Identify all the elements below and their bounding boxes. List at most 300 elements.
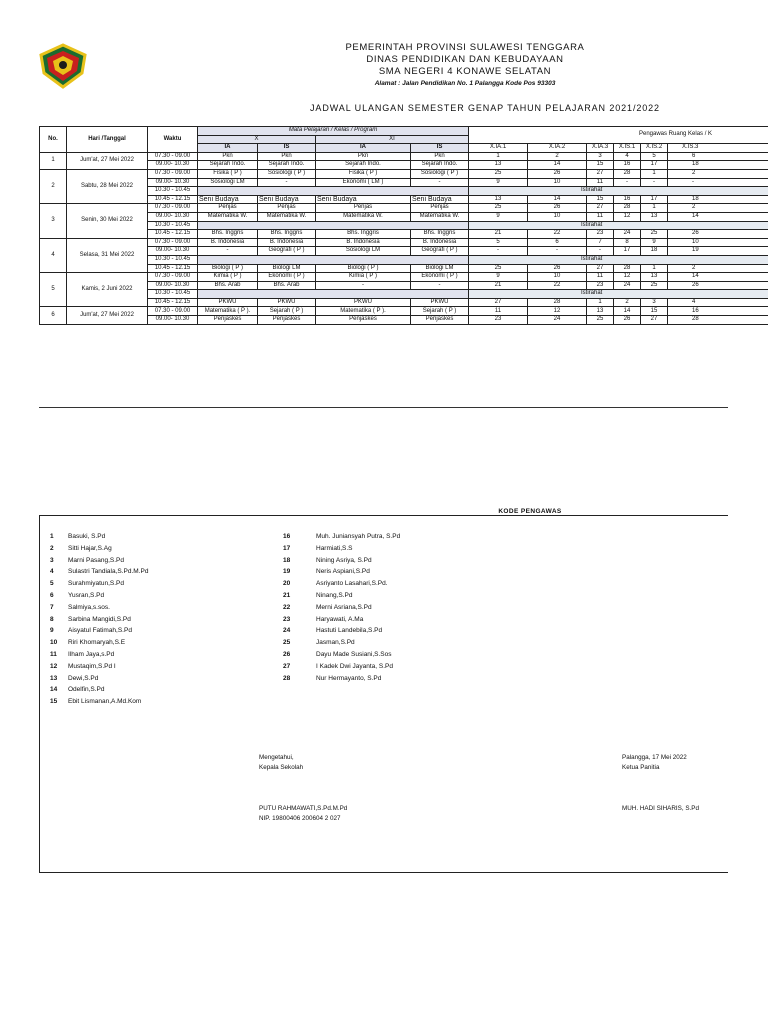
time-slot: 09.00- 10.30 xyxy=(148,212,198,221)
table-row xyxy=(40,247,768,256)
proctor-code-cell: 28 xyxy=(614,169,641,178)
table-row xyxy=(40,152,768,161)
proctor-code-cell: 27 xyxy=(587,204,614,213)
proctor-code-cell: 11 xyxy=(469,307,528,316)
table-row xyxy=(40,316,768,325)
proctor-code-cell: 24 xyxy=(614,281,641,290)
proctor-code-cell: 13 xyxy=(641,212,668,221)
proctor-code-cell: - xyxy=(641,178,668,187)
proctor-code-cell: - xyxy=(587,247,614,256)
proctor-code-cell: 11 xyxy=(587,212,614,221)
proctor-name: Surahmiyatun,S.Pd xyxy=(68,580,125,588)
day-number: 2 xyxy=(40,169,67,203)
proctor-number: 10 xyxy=(50,639,58,647)
header-government: PEMERINTAH PROVINSI SULAWESI TENGGARA xyxy=(345,42,585,53)
subject-cell: Penjas xyxy=(258,204,316,213)
proctor-code-cell: - xyxy=(614,178,641,187)
grade-xi-header: XI xyxy=(316,135,469,144)
proctor-code-cell: 9 xyxy=(641,238,668,247)
subject-cell: Bhs. Inggris xyxy=(316,230,411,239)
time-slot: 09.00- 10.30 xyxy=(148,178,198,187)
time-slot: 10.30 - 10.45 xyxy=(148,255,198,264)
subject-cell: Sosiologi ( P ) xyxy=(411,169,469,178)
sub-x-ia: IA xyxy=(198,144,258,153)
proctor-name: Ilham Jaya,s.Pd xyxy=(68,651,115,658)
proctor-name: I Kadek Dwi Jayanta, S.Pd xyxy=(316,662,393,670)
proctor-name: Sitti Hajar,S.Ag xyxy=(68,544,112,552)
exam-schedule-table xyxy=(39,126,768,325)
signature-right-role: Ketua Panitia xyxy=(622,764,660,771)
proctor-code-cell: 4 xyxy=(614,152,641,161)
subject-cell: PKWU xyxy=(198,298,258,307)
break-label: Istirahat xyxy=(469,221,768,230)
time-slot: 10.45 - 12.15 xyxy=(148,298,198,307)
subject-cell: Biologi LM xyxy=(411,264,469,273)
proctor-code-cell: 5 xyxy=(641,152,668,161)
proctor-list-right xyxy=(283,533,533,693)
time-slot: 07.30 - 09.00 xyxy=(148,238,198,247)
subject-cell: Matematika W. xyxy=(198,212,258,221)
day-date: Senin, 30 Mei 2022 xyxy=(67,204,148,238)
proctor-code-cell: 10 xyxy=(528,273,587,282)
table-row xyxy=(40,161,768,170)
proctor-code-cell: 28 xyxy=(614,204,641,213)
day-number: 3 xyxy=(40,204,67,238)
table-row xyxy=(40,290,768,299)
time-slot: 07.30 - 09.00 xyxy=(148,204,198,213)
proctor-code-cell: 4 xyxy=(668,298,768,307)
time-slot: 07.30 - 09.00 xyxy=(148,307,198,316)
break-spacer xyxy=(198,221,469,230)
proctor-name: Neris Aspiani,S.Pd xyxy=(316,568,370,576)
proctor-code-cell: 21 xyxy=(469,281,528,290)
proctor-number: 6 xyxy=(50,592,54,599)
header-department: DINAS PENDIDIKAN DAN KEBUDAYAAN xyxy=(366,54,564,65)
proctor-code-cell: 9 xyxy=(469,212,528,221)
proctor-code-cell: 25 xyxy=(469,204,528,213)
subject-cell: PKWU xyxy=(411,298,469,307)
subject-cell: Fisika ( P ) xyxy=(316,169,411,178)
subject-cell: Kimia ( P ) xyxy=(198,273,258,282)
subject-cell: Geografi ( P ) xyxy=(258,247,316,256)
time-slot: 10.45 - 12.15 xyxy=(148,230,198,239)
proctor-number: 15 xyxy=(50,698,58,706)
subject-cell: - xyxy=(258,178,316,187)
subject-cell: Biologi ( P ) xyxy=(316,264,411,273)
proctor-code-cell: - xyxy=(469,247,528,256)
signature-left-role: Kepala Sekolah xyxy=(259,764,304,771)
kode-pengawas-title: KODE PENGAWAS xyxy=(498,508,562,515)
proctor-code-cell: 12 xyxy=(614,212,641,221)
proctor-name: Basuki, S.Pd xyxy=(68,533,106,540)
proctor-name: Ninang,S.Pd xyxy=(316,592,353,599)
proctor-code-cell: 17 xyxy=(641,161,668,170)
header-school-name: SMA NEGERI 4 KONAWE SELATAN xyxy=(378,66,552,77)
proctor-code-cell: 23 xyxy=(469,316,528,325)
proctor-code-cell: 23 xyxy=(587,281,614,290)
proctor-code-cell: 21 xyxy=(469,230,528,239)
proctor-code-cell: 15 xyxy=(587,161,614,170)
subject-cell: Matematika ( P ). xyxy=(198,307,258,316)
proctor-code-cell: 19 xyxy=(668,247,768,256)
proctor-code-cell: 2 xyxy=(614,298,641,307)
proctor-code-cell: 10 xyxy=(668,238,768,247)
subject-cell: Sejarah Indo. xyxy=(316,161,411,170)
proctor-code-cell: 15 xyxy=(587,195,614,204)
subject-cell: Geografi ( P ) xyxy=(411,247,469,256)
table-row xyxy=(40,230,768,239)
proctor-number: 3 xyxy=(50,556,54,564)
sub-x-is: IS xyxy=(258,144,316,153)
proctor-number: 27 xyxy=(283,662,291,670)
time-slot: 07.30 - 09.00 xyxy=(148,152,198,161)
proctor-code-cell: 13 xyxy=(469,195,528,204)
subject-cell: Sejarah ( P ) xyxy=(258,307,316,316)
col-hari-header: Hari /Tanggal xyxy=(67,127,148,153)
proctor-name: Sulastri Tandiala,S.Pd.M.Pd xyxy=(68,568,149,576)
proctor-number: 26 xyxy=(283,651,291,658)
proctor-code-cell: 26 xyxy=(528,169,587,178)
proctor-code-cell: 28 xyxy=(528,298,587,307)
subject-cell: Sosiologi LM xyxy=(198,178,258,187)
header-address: Alamat : Jalan Pendidikan No. 1 Palangga Kode Pos 93303 xyxy=(374,80,556,87)
proctor-code-cell: 7 xyxy=(587,238,614,247)
proctor-code-cell: 22 xyxy=(528,281,587,290)
proctor-name: Salmiya,s.sos. xyxy=(68,603,110,611)
break-spacer xyxy=(198,187,469,196)
proctor-name: Riri Khomaryah,S.E xyxy=(68,639,126,647)
proctor-number: 20 xyxy=(283,580,291,588)
proctor-code-cell: 26 xyxy=(528,264,587,273)
day-date: Jum'at, 27 Mei 2022 xyxy=(67,307,148,324)
signature-left-know: Mengetahui, xyxy=(259,754,294,761)
proctor-name: Jasman,S.Pd xyxy=(316,639,355,647)
proctor-number: 13 xyxy=(50,674,58,682)
proctor-code-cell: 1 xyxy=(587,298,614,307)
time-slot: 09.00- 10.30 xyxy=(148,281,198,290)
subject-cell: Matematika W. xyxy=(258,212,316,221)
divider-line xyxy=(39,407,728,408)
col-no-header: No. xyxy=(40,127,67,153)
proctor-code-cell: 26 xyxy=(668,281,768,290)
subject-cell: Sosiologi LM xyxy=(316,247,411,256)
time-slot: 10.30 - 10.45 xyxy=(148,187,198,196)
time-slot: 10.30 - 10.45 xyxy=(148,221,198,230)
table-row xyxy=(40,273,768,282)
table-row xyxy=(40,187,768,196)
subject-cell: PKWU xyxy=(316,298,411,307)
proctor-code-cell: 18 xyxy=(668,195,768,204)
table-row xyxy=(40,281,768,290)
proctor-name: Aisyatul Fatimah,S.Pd xyxy=(68,627,132,635)
proctor-code-cell: 26 xyxy=(614,316,641,325)
class-header: X.IS.2 xyxy=(641,144,668,153)
subject-cell: Penjaskes xyxy=(258,316,316,325)
proctor-number: 1 xyxy=(50,533,54,540)
proctor-number: 7 xyxy=(50,603,54,611)
subject-cell: Bhs. Arab xyxy=(198,281,258,290)
day-date: Selasa, 31 Mei 2022 xyxy=(67,238,148,272)
class-header: X.IS.3 xyxy=(668,144,768,153)
proctor-code-cell: 1 xyxy=(641,264,668,273)
document-title: JADWAL ULANGAN SEMESTER GENAP TAHUN PELAJARAN 2021/2022 xyxy=(310,103,660,113)
subject-cell: Penjaskes xyxy=(316,316,411,325)
proctor-code-cell: 5 xyxy=(469,238,528,247)
proctor-name: Sarbina Mangidi,S.Pd xyxy=(68,615,131,623)
proctor-name: Dewi,S.Pd xyxy=(68,674,99,682)
proctor-code-cell: 1 xyxy=(641,169,668,178)
proctor-code-cell: 27 xyxy=(587,264,614,273)
subject-cell: Fisika ( P ) xyxy=(198,169,258,178)
proctor-name: Mustaqim,S.Pd I xyxy=(68,662,116,670)
table-row xyxy=(40,221,768,230)
proctor-code-cell: 28 xyxy=(668,316,768,325)
subject-cell: Penjaskes xyxy=(411,316,469,325)
subject-cell: Matematika W. xyxy=(316,212,411,221)
proctor-name: Marni Pasang,S.Pd xyxy=(68,556,125,564)
proctor-code-cell: 6 xyxy=(528,238,587,247)
class-header: X.IS.1 xyxy=(614,144,641,153)
proctor-number: 11 xyxy=(50,651,57,658)
proctor-code-cell: 8 xyxy=(614,238,641,247)
proctor-code-cell: 26 xyxy=(528,204,587,213)
subject-cell: B. Indonesia xyxy=(258,238,316,247)
table-row xyxy=(40,212,768,221)
proctor-code-cell: 25 xyxy=(641,230,668,239)
subject-cell: Sejarah ( P ) xyxy=(411,307,469,316)
day-number: 5 xyxy=(40,273,67,307)
proctor-number: 19 xyxy=(283,568,291,576)
proctor-code-cell: 10 xyxy=(528,212,587,221)
proctor-code-cell: 14 xyxy=(528,195,587,204)
proctor-number: 17 xyxy=(283,544,291,552)
proctor-code-cell: 18 xyxy=(668,161,768,170)
proctor-code-cell: 17 xyxy=(641,195,668,204)
proctor-code-cell: - xyxy=(528,247,587,256)
proctor-code-cell: 26 xyxy=(668,230,768,239)
proctor-name: Yusran,S.Pd xyxy=(68,592,105,599)
proctor-code-cell: 11 xyxy=(587,273,614,282)
sub-xi-is: IS xyxy=(411,144,469,153)
proctor-name: Odelfin,S.Pd xyxy=(68,686,105,694)
subject-cell: Penjas xyxy=(316,204,411,213)
subject-cell: Sosiologi ( P ) xyxy=(258,169,316,178)
class-header: X.IA.1 xyxy=(469,144,528,153)
subject-cell: Penjas xyxy=(198,204,258,213)
table-header-row xyxy=(40,127,768,136)
proctor-number: 28 xyxy=(283,674,291,682)
subject-cell: Penjaskes xyxy=(198,316,258,325)
proctor-code-cell: 14 xyxy=(528,161,587,170)
subject-cell: Sejarah Indo. xyxy=(198,161,258,170)
proctor-name: Merni Asriana,S.Pd xyxy=(316,603,372,611)
proctor-code-cell: 14 xyxy=(668,273,768,282)
proctor-number: 8 xyxy=(50,615,54,623)
proctor-code-cell: 13 xyxy=(587,307,614,316)
proctor-name: Haryawati, A.Ma xyxy=(316,615,364,623)
table-row xyxy=(40,178,768,187)
signature-left-name-block xyxy=(259,804,347,824)
subject-cell: B. Indonesia xyxy=(316,238,411,247)
proctor-code-cell: 1 xyxy=(469,152,528,161)
time-slot: 10.30 - 10.45 xyxy=(148,290,198,299)
subject-cell: Bhs. Inggris xyxy=(198,230,258,239)
table-row xyxy=(40,238,768,247)
subject-cell: Penjas xyxy=(411,204,469,213)
break-spacer xyxy=(198,290,469,299)
time-slot: 07.30 - 09.00 xyxy=(148,169,198,178)
proctor-code-cell: 27 xyxy=(587,169,614,178)
subject-cell: Pkn xyxy=(198,152,258,161)
table-row xyxy=(40,169,768,178)
proctor-code-cell: 27 xyxy=(641,316,668,325)
proctor-code-cell: 25 xyxy=(469,169,528,178)
proctor-code-cell: 3 xyxy=(641,298,668,307)
table-row xyxy=(40,298,768,307)
shield-emblem-icon xyxy=(38,43,88,89)
pengawas-header: Pengawas Ruang Kelas / K xyxy=(469,127,768,144)
subject-cell: Seni Budaya xyxy=(316,195,411,204)
subject-cell: Pkn xyxy=(411,152,469,161)
signature-right-name-block xyxy=(622,804,699,814)
proctor-code-cell: 6 xyxy=(668,152,768,161)
proctor-name: Ebit Lismanan,A.Md.Kom xyxy=(68,698,142,706)
proctor-number: 24 xyxy=(283,627,291,635)
day-date: Sabtu, 28 Mei 2022 xyxy=(67,169,148,203)
principal-name: PUTU RAHMAWATI,S.Pd.M.Pd xyxy=(259,805,348,812)
kode-pengawas-box xyxy=(39,515,728,873)
proctor-code-cell: 23 xyxy=(587,230,614,239)
proctor-code-cell: 14 xyxy=(668,212,768,221)
proctor-code-cell: 16 xyxy=(614,195,641,204)
subject-cell: - xyxy=(411,178,469,187)
grade-x-header: X xyxy=(198,135,316,144)
proctor-code-cell: 2 xyxy=(668,264,768,273)
subject-cell: B. Indonesia xyxy=(198,238,258,247)
subject-cell: Pkn xyxy=(258,152,316,161)
proctor-code-cell: 14 xyxy=(614,307,641,316)
proctor-code-cell: 25 xyxy=(469,264,528,273)
proctor-number: 16 xyxy=(283,533,291,540)
subject-cell: Seni Budaya xyxy=(198,195,258,204)
day-date: Jum'at, 27 Mei 2022 xyxy=(67,152,148,169)
subject-cell: Bhs. Inggris xyxy=(411,230,469,239)
proctor-code-cell: 27 xyxy=(469,298,528,307)
subject-cell: Ekonomi ( P ) xyxy=(258,273,316,282)
proctor-code-cell: 10 xyxy=(528,178,587,187)
proctor-number: 12 xyxy=(50,662,58,670)
subject-cell: Matematika W. xyxy=(411,212,469,221)
proctor-code-cell: 11 xyxy=(587,178,614,187)
subject-cell: Bhs. Arab xyxy=(258,281,316,290)
subject-cell: Seni Budaya xyxy=(258,195,316,204)
subject-cell: Ekonomi ( LM ) xyxy=(316,178,411,187)
signature-right xyxy=(622,753,687,773)
proctor-code-cell: 22 xyxy=(528,230,587,239)
proctor-name: Dayu Made Susiani,S.Sos xyxy=(316,651,392,658)
proctor-code-cell: - xyxy=(668,178,768,187)
subject-cell: Matematika ( P ). xyxy=(316,307,411,316)
time-slot: 07.30 - 09.00 xyxy=(148,273,198,282)
proctor-code-cell: 2 xyxy=(528,152,587,161)
table-row xyxy=(40,307,768,316)
proctor-code-cell: 28 xyxy=(614,264,641,273)
proctor-code-cell: 13 xyxy=(469,161,528,170)
proctor-number: 4 xyxy=(50,568,54,576)
class-header: X.IA.2 xyxy=(528,144,587,153)
day-date: Kamis, 2 Juni 2022 xyxy=(67,273,148,307)
proctor-number: 5 xyxy=(50,580,54,588)
proctor-name: Hastuti Landebila,S.Pd xyxy=(316,627,383,635)
proctor-code-cell: 15 xyxy=(641,307,668,316)
school-logo xyxy=(38,43,88,89)
class-header: X.IA.3 xyxy=(587,144,614,153)
proctor-number: 2 xyxy=(50,544,54,552)
proctor-code-cell: 16 xyxy=(614,161,641,170)
proctor-code-cell: 2 xyxy=(668,169,768,178)
proctor-code-cell: 9 xyxy=(469,273,528,282)
time-slot: 10.45 - 12.15 xyxy=(148,264,198,273)
day-number: 6 xyxy=(40,307,67,324)
signature-left xyxy=(259,753,303,773)
break-label: Istirahat xyxy=(469,187,768,196)
col-waktu-header: Waktu xyxy=(148,127,198,153)
proctor-code-cell: 25 xyxy=(641,281,668,290)
proctor-code-cell: 16 xyxy=(668,307,768,316)
time-slot: 09.00- 10.30 xyxy=(148,161,198,170)
proctor-number: 9 xyxy=(50,627,54,635)
subject-cell: PKWU xyxy=(258,298,316,307)
break-spacer xyxy=(198,255,469,264)
break-label: Istirahat xyxy=(469,290,768,299)
subject-cell: - xyxy=(411,281,469,290)
subject-cell: - xyxy=(316,281,411,290)
proctor-list-left xyxy=(50,533,250,723)
proctor-number: 18 xyxy=(283,556,291,564)
table-row xyxy=(40,255,768,264)
mapel-header: Mata Pelajaran / Kelas / Program xyxy=(198,127,469,136)
break-label: Istirahat xyxy=(469,255,768,264)
proctor-name: Muh. Juniansyah Putra, S.Pd xyxy=(316,533,401,540)
table-row xyxy=(40,204,768,213)
proctor-code-cell: 25 xyxy=(587,316,614,325)
proctor-code-cell: 9 xyxy=(469,178,528,187)
day-number: 1 xyxy=(40,152,67,169)
proctor-number: 14 xyxy=(50,686,58,694)
sub-xi-ia: IA xyxy=(316,144,411,153)
signature-right-date: Palangga, 17 Mei 2022 xyxy=(622,754,687,761)
proctor-code-cell: 18 xyxy=(641,247,668,256)
subject-cell: Sejarah Indo. xyxy=(258,161,316,170)
subject-cell: Seni Budaya xyxy=(411,195,469,204)
subject-cell: Sejarah Indo. xyxy=(411,161,469,170)
proctor-code-cell: 17 xyxy=(614,247,641,256)
proctor-number: 25 xyxy=(283,639,291,647)
subject-cell: Biologi LM xyxy=(258,264,316,273)
proctor-code-cell: 13 xyxy=(641,273,668,282)
proctor-number: 21 xyxy=(283,592,291,599)
subject-cell: B. Indonesia xyxy=(411,238,469,247)
table-row xyxy=(40,264,768,273)
committee-chair-name: MUH. HADI SIHARIS, S.Pd xyxy=(622,805,699,812)
proctor-code-cell: 2 xyxy=(668,204,768,213)
proctor-name: Harmiati,S.S xyxy=(316,544,353,552)
proctor-number: 23 xyxy=(283,615,291,623)
proctor-name: Asriyanto Lasahari,S.Pd. xyxy=(316,580,388,588)
subject-cell: Kimia ( P ) xyxy=(316,273,411,282)
subject-cell: Bhs. Inggris xyxy=(258,230,316,239)
proctor-number: 22 xyxy=(283,603,291,611)
